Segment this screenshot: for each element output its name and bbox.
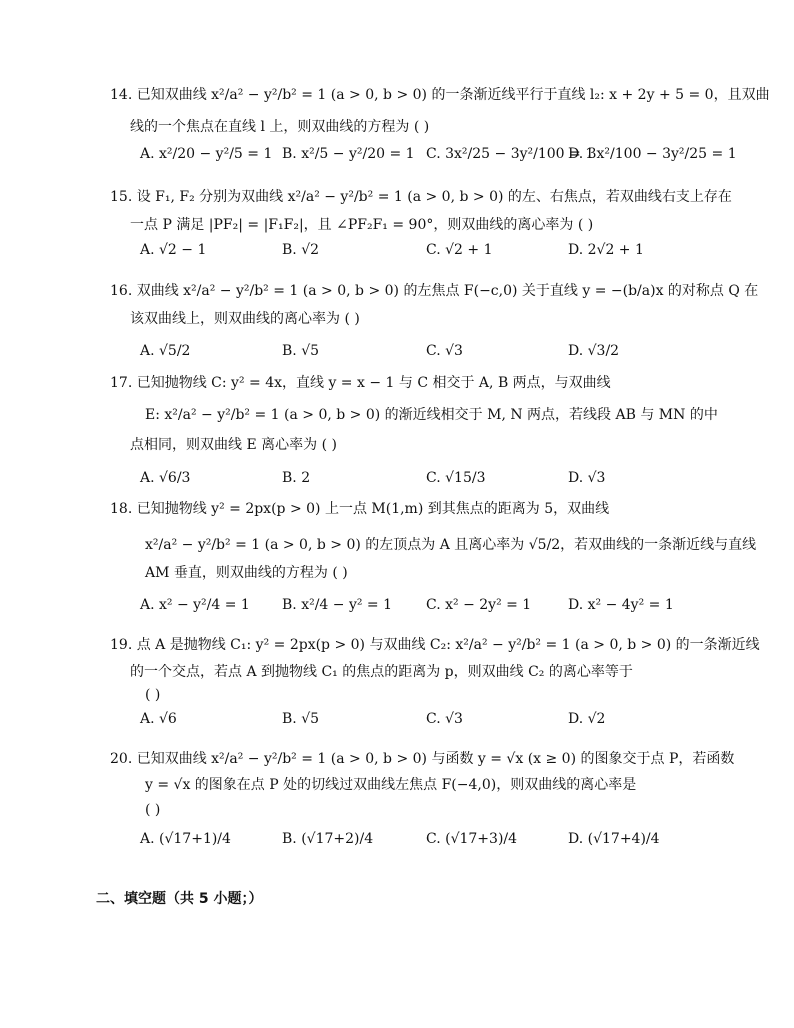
question-18-option-a: A. x² − y²/4 = 1 [140,597,250,613]
question-14-option-d: D. 3x²/100 − 3y²/25 = 1 [568,146,737,162]
question-18-line-1: 18. 已知抛物线 y² = 2px(p > 0) 上一点 M(1,m) 到其焦点的距离为 5，双曲线 [110,501,610,517]
question-19-line-2: 的一个交点，若点 A 到抛物线 C₁ 的焦点的距离为 p，则双曲线 C₂ 的离心率等于 [130,664,633,680]
question-19-line-1: 19. 点 A 是抛物线 C₁: y² = 2px(p > 0) 与双曲线 C₂: x²/a² − y²/b² = 1 (a > 0, b > 0) 的一条渐近线 [110,637,760,653]
question-19-option-c: C. √3 [426,711,463,727]
question-18-option-d: D. x² − 4y² = 1 [568,597,674,613]
question-20-option-b: B. (√17+2)/4 [282,831,374,847]
question-18-option-c: C. x² − 2y² = 1 [426,597,532,613]
question-20-option-c: C. (√17+3)/4 [426,831,518,847]
question-20-line-3: ( ) [145,802,161,818]
section-title-fill-in: 二、填空题（共 5 小题；） [96,891,263,907]
question-16-option-a: A. √5/2 [140,343,191,359]
question-17-line-2: E: x²/a² − y²/b² = 1 (a > 0, b > 0) 的渐近线相交于 M, N 两点，若线段 AB 与 MN 的中 [145,407,718,423]
question-14-option-a: A. x²/20 − y²/5 = 1 [140,146,273,162]
question-17-option-b: B. 2 [282,470,311,486]
question-17-option-c: C. √15/3 [426,470,486,486]
question-18-option-b: B. x²/4 − y² = 1 [282,597,393,613]
question-14-option-b: B. x²/5 − y²/20 = 1 [282,146,415,162]
question-15-line-1: 15. 设 F₁, F₂ 分别为双曲线 x²/a² − y²/b² = 1 (a > 0, b > 0) 的左、右焦点，若双曲线右支上存在 [110,189,732,205]
question-18-line-3: AM 垂直，则双曲线的方程为 ( ) [145,565,348,581]
question-16-option-b: B. √5 [282,343,320,359]
question-16-option-c: C. √3 [426,343,463,359]
question-15-option-b: B. √2 [282,242,320,258]
question-19-option-b: B. √5 [282,711,320,727]
question-15-line-2: 一点 P 满足 |PF₂| = |F₁F₂|，且 ∠PF₂F₁ = 90°，则双曲线的离心率为 ( ) [130,217,594,233]
question-17-option-a: A. √6/3 [140,470,191,486]
question-14-option-c: C. 3x²/25 − 3y²/100 = 1 [426,146,595,162]
question-19-option-d: D. √2 [568,711,606,727]
question-20-line-1: 20. 已知双曲线 x²/a² − y²/b² = 1 (a > 0, b > 0) 与函数 y = √x (x ≥ 0) 的图象交于点 P，若函数 [110,751,735,767]
question-16-line-1: 16. 双曲线 x²/a² − y²/b² = 1 (a > 0, b > 0) 的左焦点 F(−c,0) 关于直线 y = −(b/a)x 的对称点 Q 在 [110,283,759,299]
question-14-line-1: 14. 已知双曲线 x²/a² − y²/b² = 1 (a > 0, b > 0) 的一条渐近线平行于直线 l₂: x + 2y + 5 = 0，且双曲 [110,87,770,103]
question-17-option-d: D. √3 [568,470,606,486]
question-15-option-a: A. √2 − 1 [140,242,207,258]
question-20-option-a: A. (√17+1)/4 [140,831,231,847]
question-20-option-d: D. (√17+4)/4 [568,831,660,847]
question-20-line-2: y = √x 的图象在点 P 处的切线过双曲线左焦点 F(−4,0)，则双曲线的离心率是 [145,777,637,793]
question-19-line-3: ( ) [145,687,161,703]
question-15-option-d: D. 2√2 + 1 [568,242,644,258]
question-16-option-d: D. √3/2 [568,343,620,359]
question-18-line-2: x²/a² − y²/b² = 1 (a > 0, b > 0) 的左顶点为 A 且离心率为 √5/2，若双曲线的一条渐近线与直线 [145,537,757,553]
question-19-option-a: A. √6 [140,711,177,727]
question-17-line-1: 17. 已知抛物线 C: y² = 4x，直线 y = x − 1 与 C 相交于 A, B 两点，与双曲线 [110,375,611,391]
question-15-option-c: C. √2 + 1 [426,242,493,258]
question-17-line-3: 点相同，则双曲线 E 离心率为 ( ) [130,437,337,453]
question-16-line-2: 该双曲线上，则双曲线的离心率为 ( ) [130,311,360,327]
question-14-line-2: 线的一个焦点在直线 l 上，则双曲线的方程为 ( ) [130,119,430,135]
